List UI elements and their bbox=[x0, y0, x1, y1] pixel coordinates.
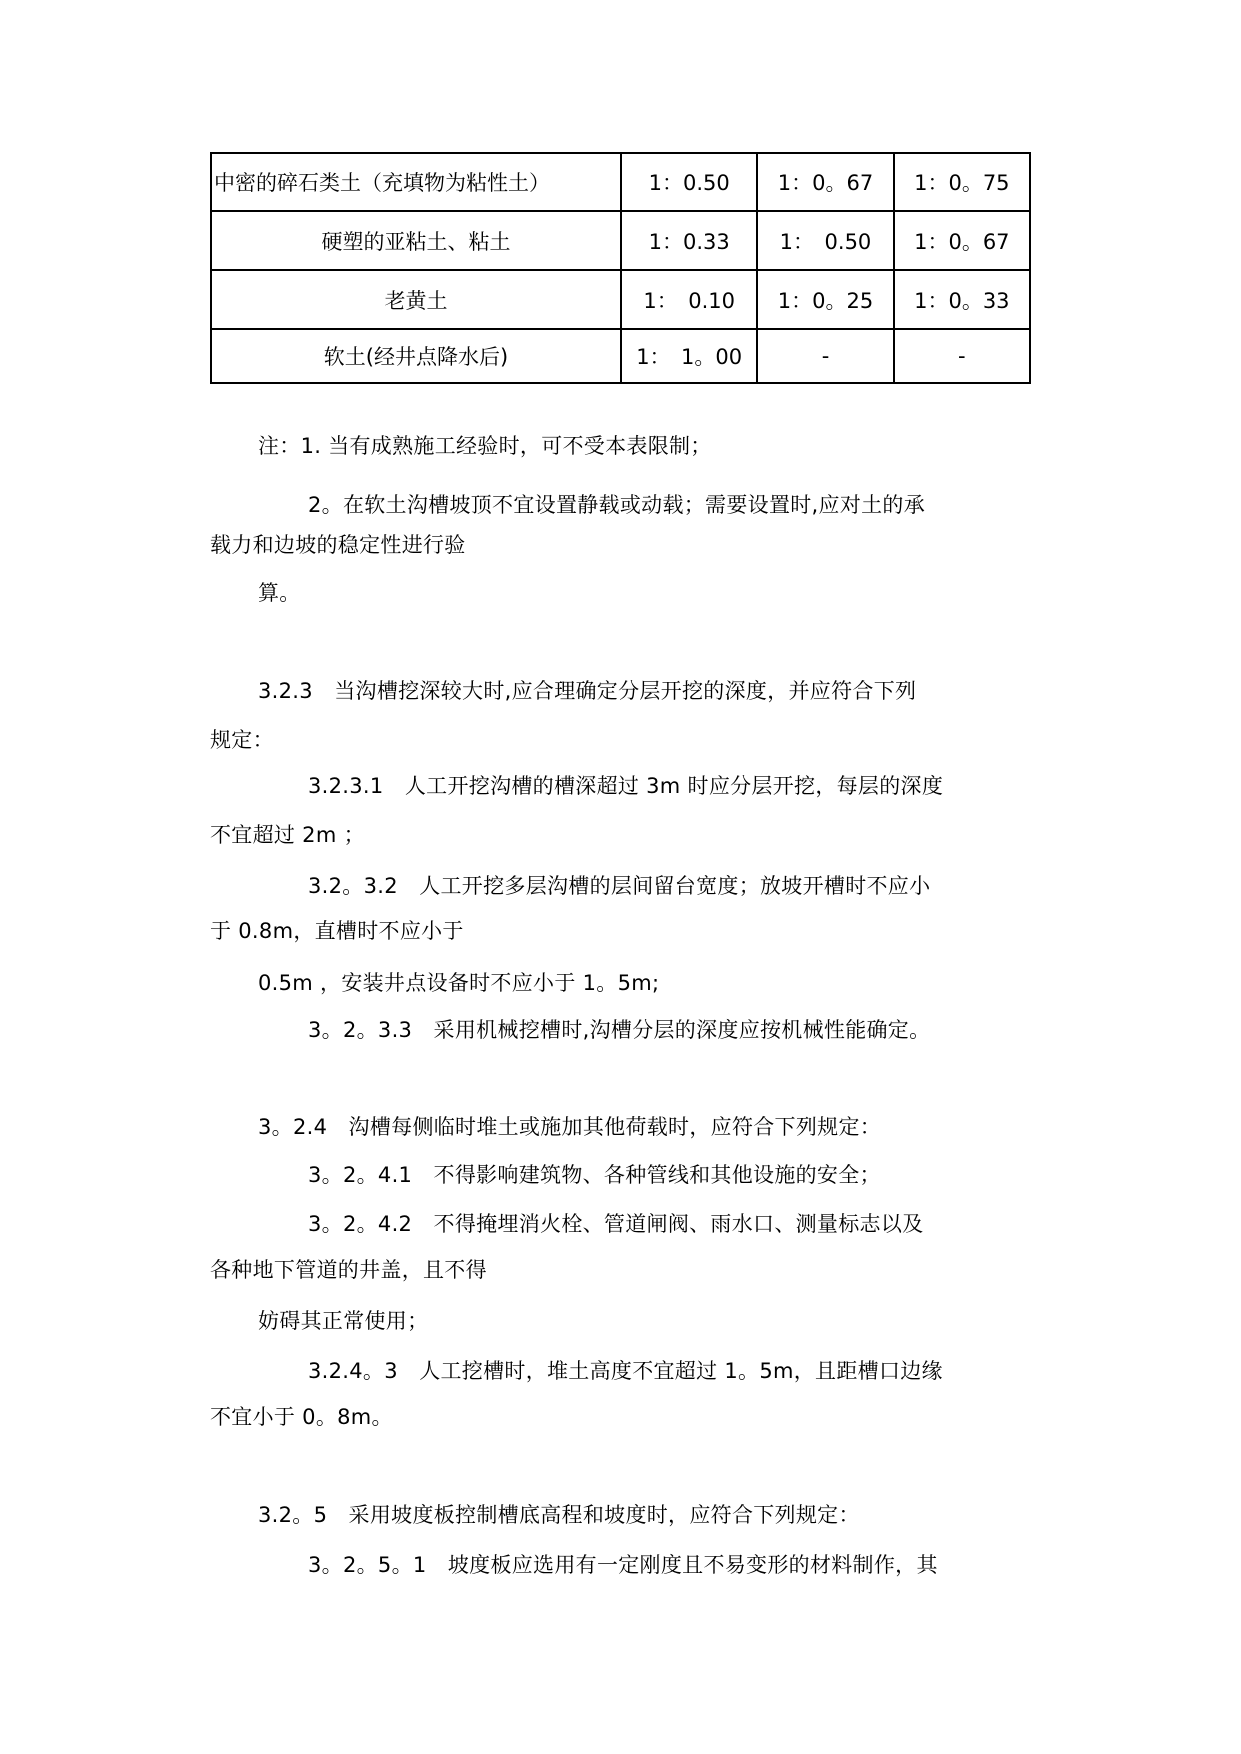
clause-3-2-3-2-cont-2: 0.5m ，安装井点设备时不应小于 1。5m; bbox=[258, 971, 660, 995]
table-row bbox=[211, 153, 1030, 211]
table-row bbox=[211, 211, 1030, 270]
slope-value-cell: 1： 0.50 bbox=[757, 211, 893, 270]
section-3-2-5-heading: 3.2。5 采用坡度板控制槽底高程和坡度时，应符合下列规定： bbox=[258, 1503, 860, 1527]
soil-type-cell: 软土(经井点降水后) bbox=[211, 329, 621, 383]
clause-3-2-3-1: 3.2.3.1 人工开挖沟槽的槽深超过 3m 时应分层开挖，每层的深度 bbox=[308, 774, 944, 798]
clause-3-2-3-1-cont: 不宜超过 2m ； bbox=[210, 823, 365, 847]
slope-value-cell: 1：0。25 bbox=[757, 270, 893, 329]
soil-type-cell: 中密的碎石类土（充填物为粘性土） bbox=[211, 153, 621, 211]
clause-3-2-3-3: 3。2。3.3 采用机械挖槽时,沟槽分层的深度应按机械性能确定。 bbox=[308, 1018, 931, 1042]
note-1: 注：1. 当有成熟施工经验时，可不受本表限制； bbox=[258, 434, 712, 458]
slope-value-cell: - bbox=[757, 329, 893, 383]
slope-value-cell: - bbox=[894, 329, 1030, 383]
note-2-line-2: 载力和边坡的稳定性进行验 bbox=[210, 533, 466, 557]
section-3-2-3-heading-cont: 规定： bbox=[210, 728, 274, 752]
clause-3-2-4-1: 3。2。4.1 不得影响建筑物、各种管线和其他设施的安全； bbox=[308, 1163, 881, 1187]
note-2-line-3: 算。 bbox=[258, 581, 301, 605]
table-row bbox=[211, 270, 1030, 329]
slope-value-cell: 1：0。75 bbox=[894, 153, 1030, 211]
slope-value-cell: 1：0.50 bbox=[621, 153, 757, 211]
clause-3-2-4-3: 3.2.4。3 人工挖槽时，堆土高度不宜超过 1。5m，且距槽口边缘 bbox=[308, 1359, 943, 1383]
note-2-line-1: 2。在软土沟槽坡顶不宜设置静载或动载；需要设置时,应对土的承 bbox=[308, 493, 926, 517]
section-3-2-4-heading: 3。2.4 沟槽每侧临时堆土或施加其他荷载时，应符合下列规定： bbox=[258, 1115, 882, 1139]
soil-type-cell: 老黄土 bbox=[211, 270, 621, 329]
slope-value-cell: 1：0。33 bbox=[894, 270, 1030, 329]
slope-value-cell: 1： 0.10 bbox=[621, 270, 757, 329]
slope-ratio-table bbox=[210, 152, 1031, 384]
clause-3-2-4-2-cont-2: 妨碍其正常使用； bbox=[258, 1309, 429, 1333]
clause-3-2-4-2: 3。2。4.2 不得掩埋消火栓、管道闸阀、雨水口、测量标志以及 bbox=[308, 1212, 924, 1236]
clause-3-2-3-2: 3.2。3.2 人工开挖多层沟槽的层间留台宽度；放坡开槽时不应小 bbox=[308, 874, 931, 898]
clause-3-2-3-2-cont: 于 0.8m，直槽时不应小于 bbox=[210, 919, 464, 943]
clause-3-2-4-2-cont: 各种地下管道的井盖，且不得 bbox=[210, 1258, 487, 1282]
slope-value-cell: 1：0。67 bbox=[757, 153, 893, 211]
clause-3-2-4-3-cont: 不宜小于 0。8m。 bbox=[210, 1405, 393, 1429]
clause-3-2-5-1: 3。2。5。1 坡度板应选用有一定刚度且不易变形的材料制作，其 bbox=[308, 1553, 938, 1577]
section-3-2-3-heading: 3.2.3 当沟槽挖深较大时,应合理确定分层开挖的深度，并应符合下列 bbox=[258, 679, 917, 703]
slope-value-cell: 1：0.33 bbox=[621, 211, 757, 270]
table-row bbox=[211, 329, 1030, 383]
slope-value-cell: 1：0。67 bbox=[894, 211, 1030, 270]
slope-value-cell: 1： 1。00 bbox=[621, 329, 757, 383]
soil-type-cell: 硬塑的亚粘土、粘土 bbox=[211, 211, 621, 270]
